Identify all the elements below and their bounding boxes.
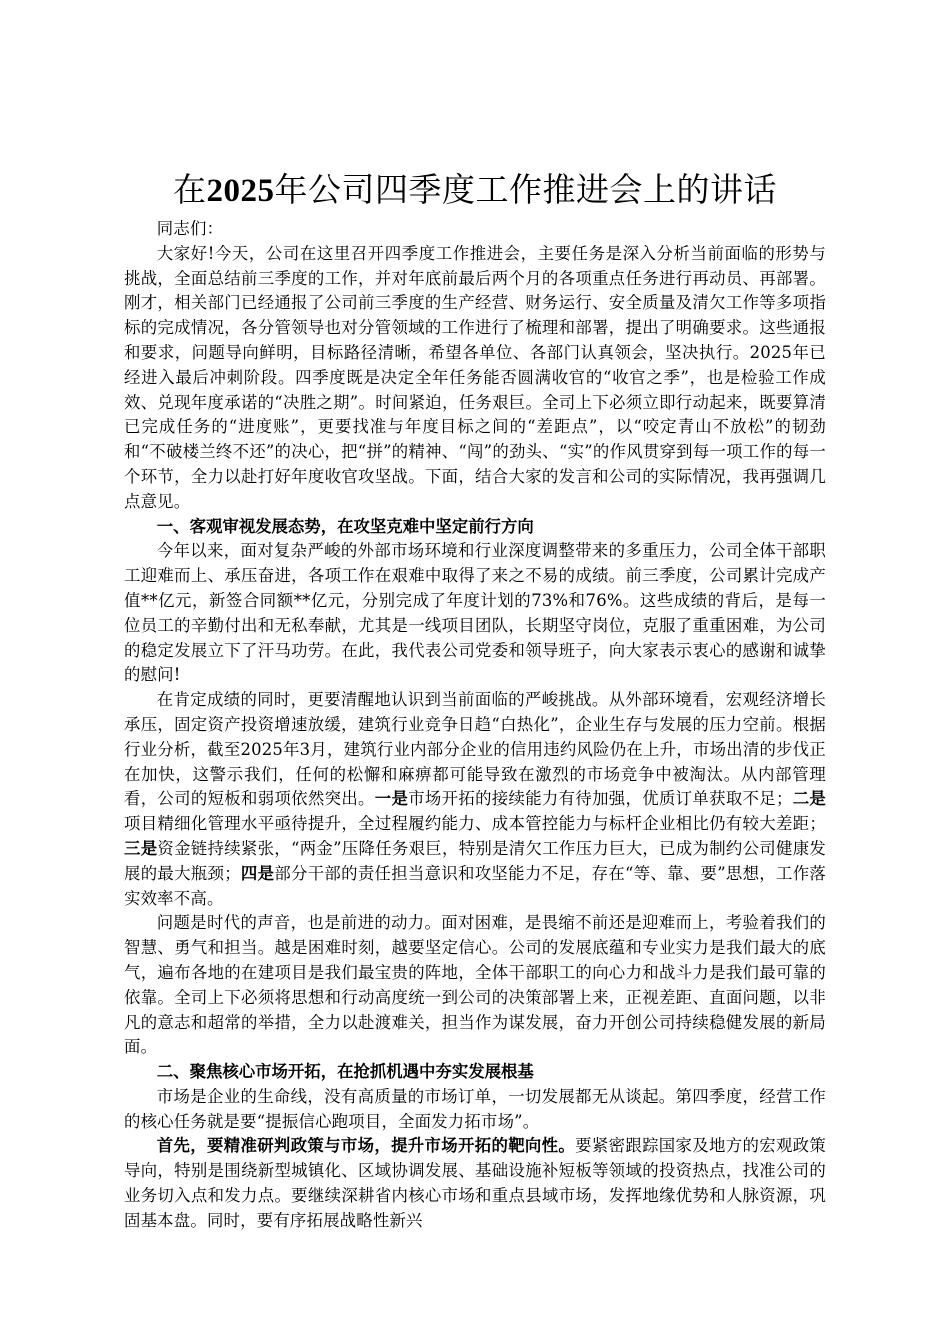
section1-p2-text-d: 项目精细化管理水平亟待提升，全过程履约能力、成本管控能力与标杆企业相比仍有较大差距；: [124, 814, 826, 834]
section2-heading: 二、聚焦核心市场开拓，在抢抓机遇中夯实发展根基: [156, 1062, 534, 1082]
section1-heading: 一、客观审视发展态势，在攻坚克难中坚定前行方向: [156, 516, 534, 536]
section1-p2-text-e: 资金链持续紧张，“两金”压降任务艰巨，特别是清欠工作压力巨大，已成为制约公司健康发展的最大瓶颈；: [124, 838, 826, 883]
section2-p2-bold-lead: 首先，要精准研判政策与市场，提升市场开拓的靶向性。: [156, 1136, 576, 1156]
intro-paragraph: 大家好!今天，公司在这里召开四季度工作推进会，主要任务是深入分析当前面临的形势与挑战，全面总结前三季度的工作，并对年底前最后两个月的各项重点任务进行再动员、再部署。刚才，相关部门已经通报了公司前三季度的生产经营、财务运行、安全质量及清欠工作等多项指标的完成情况，各分管领导也对分管领域的工作进行了梳理和部署，提出了明确要求。这些通报和要求，问题导向鲜明，目标路径清晰，希望各单位、各部门认真领会，坚决执行。2025年已经进入最后冲刺阶段。四季度既是决定全年任务能否圆满收官的“收官之季”，也是检验工作成效、兑现年度承诺的“决胜之期”。时间紧迫，任务艰巨。全司上下必须立即行动起来，既要算清已完成任务的“进度账”，更要找准与年度目标之间的“差距点”，以“咬定青山不放松”的韧劲和“不破楼兰终不还”的决心，把“拼”的精神、“闯”的劲头、“实”的作风贯穿到每一项工作的每一个环节，全力以赴打好年度收官攻坚战。下面，结合大家的发言和公司的实际情况，我再强调几点意见。: [124, 243, 826, 511]
section1-paragraph-2: [124, 688, 826, 911]
title-suffix: 年公司四季度工作推进会上的讲话: [274, 170, 777, 209]
section1-p2-text-a: 在肯定成绩的同时，更要清醒地认识到当前面临的严峻挑战。从外部环境看，宏观经济增长承压，固定资产投资增速放缓，建筑行业竞争日趋“白热化”，企业生存与发展的压力空前。根据行业分析，截至2025年3月，建筑行业内部分企业的信用违约风险仍在上升，市场出清的步伐正在加快，这警示我们，任何的松懈和麻痹都可能导致在激烈的市场竞争中被淘汰。从内部管理看，公司的短板和弱项依然突出。: [124, 690, 826, 809]
point-three-label: 三是: [124, 838, 158, 858]
title-prefix: 在: [173, 170, 207, 209]
section2-paragraph-2: [124, 1134, 826, 1233]
greeting: 同志们：: [156, 219, 224, 238]
section1-p2-text-c: 市场开拓的接续能力有待加强，优质订单获取不足；: [408, 789, 793, 809]
point-one-label: 一是: [374, 789, 409, 809]
section1-paragraph-1: 今年以来，面对复杂严峻的外部市场环境和行业深度调整带来的多重压力，公司全体干部职工迎难而上、承压奋进，各项工作在艰难中取得了来之不易的成绩。前三季度，公司累计完成产值**亿元，新签合同额**亿元，分别完成了年度计划的73%和76%。这些成绩的背后，是每一位员工的辛勤付出和无私奉献，尤其是一线项目团队，长期坚守岗位，克服了重重困难，为公司的稳定发展立下了汗马功劳。在此，我代表公司党委和领导班子，向大家表示衷心的感谢和诚挚的慰问!: [124, 541, 826, 685]
section2-paragraph-1: 市场是企业的生命线，没有高质量的市场订单，一切发展都无从谈起。第四季度，经营工作的核心任务就是要“提振信心跑项目，全面发力拓市场”。: [124, 1086, 826, 1131]
section1-p2-text-f: 部分干部的责任担当意识和攻坚能力不足，存在“等、靠、要”思想，工作落实效率不高。: [124, 863, 826, 908]
section2-p2-text: 要紧密跟踪国家及地方的宏观政策导向，特别是围绕新型城镇化、区域协调发展、基础设施补短板等领域的投资热点，找准公司的业务切入点和发力点。要继续深耕省内核心市场和重点县域市场，发挥地缘优势和人脉资源，巩固基本盘。同时，要有序拓展战略性新兴: [124, 1136, 827, 1230]
document-page: [124, 168, 826, 1234]
point-four-label: 四是: [240, 863, 275, 883]
document-title: [124, 168, 826, 213]
section1-paragraph-3: 问题是时代的声音，也是前进的动力。面对困难，是畏缩不前还是迎难而上，考验着我们的智慧、勇气和担当。越是困难时刻，越要坚定信心。公司的发展底蕴和专业实力是我们最大的底气，遍布各地的在建项目是我们最宝贵的阵地，全体干部职工的向心力和战斗力是我们最可靠的依靠。全司上下必须将思想和行动高度统一到公司的决策部署上来，正视差距、直面问题，以非凡的意志和超常的举措，全力以赴渡难关，担当作为谋发展，奋力开创公司持续稳健发展的新局面。: [124, 913, 826, 1057]
point-two-label: 二是: [792, 789, 826, 809]
title-year: 2025: [206, 173, 275, 209]
